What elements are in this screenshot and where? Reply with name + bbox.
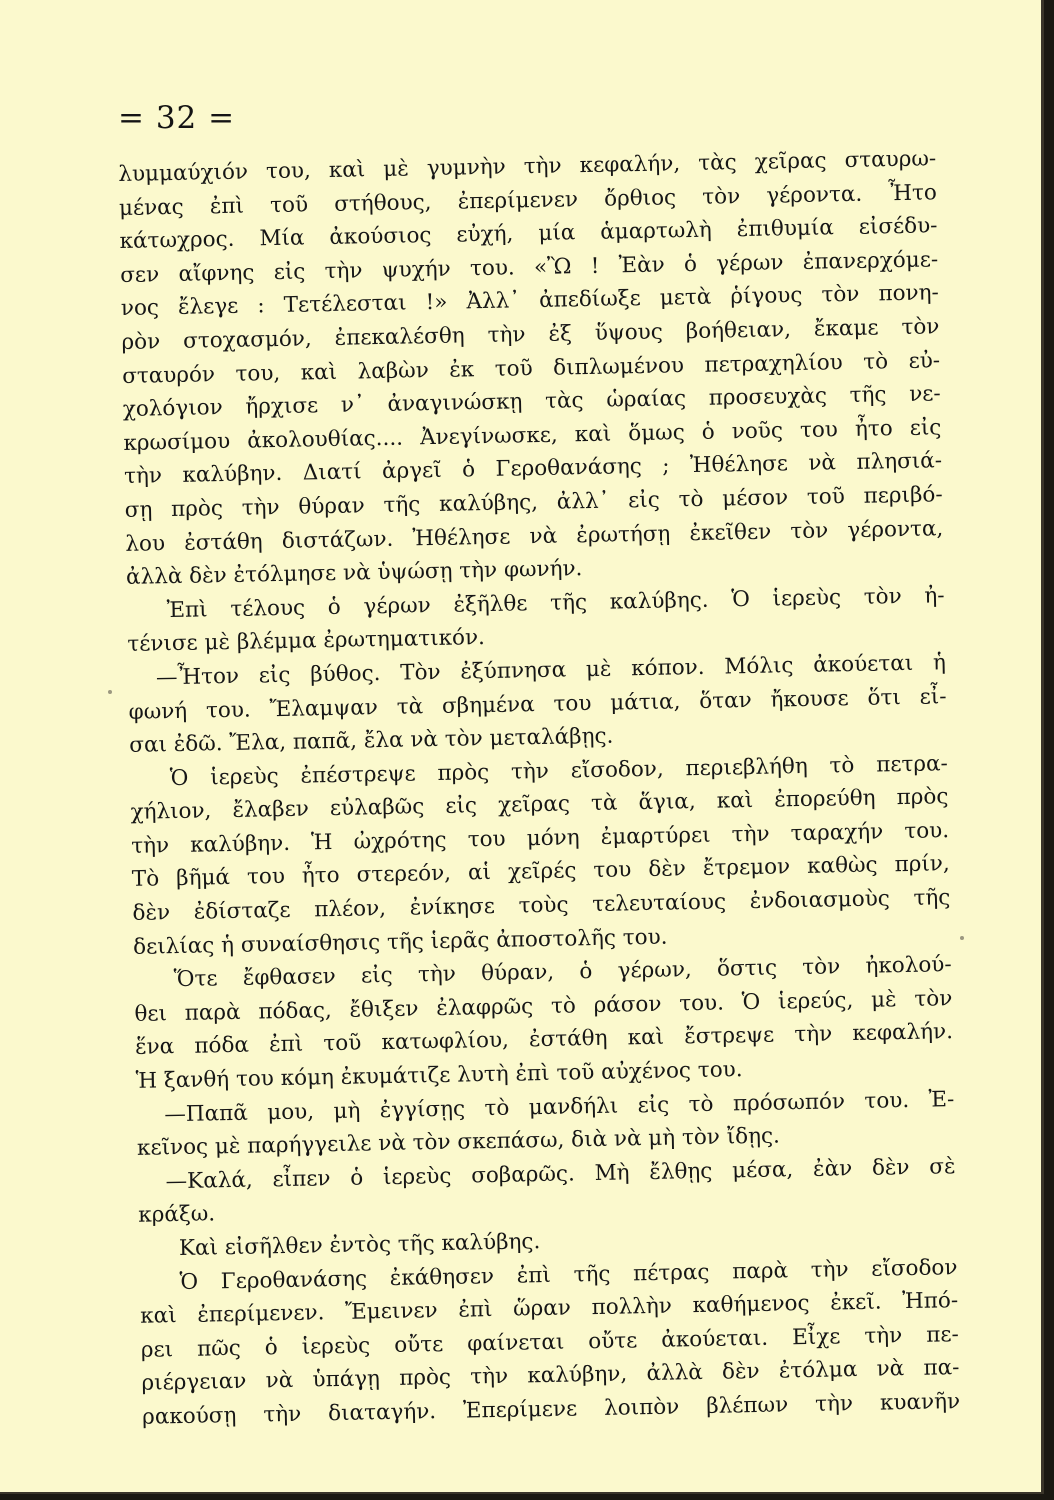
page-number: = 32 = (118, 100, 236, 136)
text-line: Ὅτε ἔφθασεν εἰς τὴν θύραν, ὁ γέρων, ὅστις τὸν ἠκολού- (173, 952, 952, 993)
text-line: Ἡ ξανθή του κόμη ἐκυμάτιζε λυτὴ ἐπὶ τοῦ αὐχένος του. (135, 1057, 743, 1094)
text-line: τένισε μὲ βλέμμα ἐρωτηματικόν. (127, 625, 486, 658)
text-line: Ἐπὶ τέλους ὁ γέρων ἐξῆλθε τῆς καλύβης. Ὁ ἱερεὺς τὸν ἠ- (166, 582, 945, 623)
text-line: Τὸ βῆμά του ἦτο στερεόν, αἱ χεῖρές του δὲν ἔτρεμον καθὼς πρίν, (131, 851, 950, 893)
text-line: σαι ἐδῶ. Ἔλα, παπᾶ, ἔλα νὰ τὸν μεταλάβῃς. (129, 723, 614, 758)
paper-speck (108, 690, 112, 694)
text-line: ἕνα πόδα ἐπὶ τοῦ κατωφλίου, ἐστάθη καὶ ἔστρεψε τὴν κεφαλήν. (134, 1019, 954, 1061)
text-line: Ὁ ἱερεὺς ἐπέστρεψε πρὸς τὴν εἴσοδον, περιεβλήθη τὸ πετρα- (169, 750, 949, 791)
text-line: —Παπᾶ μου, μὴ ἐγγίσῃς τὸ μανδήλι εἰς τὸ πρόσωπόν του. Ἐ- (164, 1086, 955, 1127)
text-line: σεν αἴφνης εἰς τὴν ψυχήν του. «Ὢ ! Ἐὰν ὁ γέρων ἐπανερχόμε- (120, 247, 939, 288)
paper-speck (960, 936, 964, 940)
text-line: ρὸν στοχασμόν, ἐπεκαλέσθη τὴν ἐξ ὕψους βοήθειαν, ἔκαμε τὸν (121, 314, 940, 355)
text-line: Ὁ Γεροθανάσης ἐκάθησεν ἐπὶ τῆς πέτρας παρὰ τὴν εἴσοδον (179, 1254, 958, 1295)
text-line: χολόγιον ἤρχισε ν᾿ ἀναγινώσκῃ τὰς ὡραίας προσευχὰς τῆς νε- (122, 381, 941, 423)
text-line: φωνή του. Ἔλαμψαν τὰ σβημένα του μάτια, ὅταν ἤκουσε ὅτι εἶ- (128, 683, 947, 725)
body-text (118, 142, 960, 1434)
text-line: ἀλλὰ δὲν ἐτόλμησε νὰ ὑψώσῃ τὴν φωνήν. (125, 556, 583, 591)
text-line: νος ἔλεγε : Τετέλεσται !» Ἀλλ᾿ ἀπεδίωξε μετὰ ῥίγους τὸν πονη- (120, 280, 939, 322)
text-line: τὴν καλύβην. Διατί ἀργεῖ ὁ Γεροθανάσης ; Ἠθέλησε νὰ πλησιά- (123, 448, 943, 490)
text-line: χήλιον, ἔλαβεν εὐλαβῶς εἰς χεῖρας τὰ ἅγια, καὶ ἐπορεύθη πρὸς (130, 784, 949, 826)
text-line: Καὶ εἰσῆλθεν ἐντὸς τῆς καλύβης. (178, 1229, 541, 1262)
text-line: —Καλά, εἶπεν ὁ ἱερεὺς σοβαρῶς. Μὴ ἔλθῃς μέσα, ἐὰν δὲν σὲ (165, 1153, 956, 1195)
text-line: κράξω. (138, 1201, 216, 1229)
text-line: κεῖνος μὲ παρήγγειλε νὰ τὸν σκεπάσω, διὰ νὰ μὴ τὸν ἴδῃς. (136, 1123, 781, 1162)
text-line: καὶ ἐπερίμενεν. Ἔμεινεν ἐπὶ ὥραν πολλὴν καθήμενος ἐκεῖ. Ἠπό- (140, 1288, 959, 1329)
text-line: ρακούσῃ τὴν διαταγήν. Ἐπερίμενε λοιπὸν βλέπων τὴν κυανῆν (141, 1389, 961, 1430)
text-line: μένας ἐπὶ τοῦ στήθους, ἐπερίμενεν ὄρθιος τὸν γέροντα. Ἦτο (118, 179, 938, 221)
text-line: δὲν ἐδίσταζε πλέον, ἐνίκησε τοὺς τελευταίους ἐνδοιασμοὺς τῆς (132, 885, 951, 926)
text-line: δειλίας ἡ συναίσθησις τῆς ἱερᾶς ἀποστολῆς του. (132, 924, 668, 960)
text-line: ρει πῶς ὁ ἱερεὺς οὔτε φαίνεται οὔτε ἀκούεται. Εἶχε τὴν πε- (140, 1321, 959, 1363)
text-line: σῃ πρὸς τὴν θύραν τῆς καλύβης, ἀλλ᾿ εἰς τὸ μέσον τοῦ περιβό- (124, 482, 943, 523)
text-line: τὴν καλύβην. Ἡ ὠχρότης του μόνη ἐμαρτύρει τὴν ταραχήν του. (130, 818, 950, 859)
text-line: σταυρόν του, καὶ λαβὼν ἐκ τοῦ διπλωμένου πετραχηλίου τὸ εὐ- (121, 347, 941, 389)
text-line: κάτωχρος. Μία ἀκούσιος εὐχή, μία ἁμαρτωλὴ ἐπιθυμία εἰσέδυ- (119, 213, 938, 255)
text-line: λυμμαύχιόν του, καὶ μὲ γυμνὴν τὴν κεφαλήν, τὰς χεῖρας σταυρω- (118, 146, 937, 187)
text-line: —Ἦτον εἰς βύθος. Τὸν ἐξύπνησα μὲ κόπον. Μόλις ἀκούεται ἡ (155, 650, 947, 691)
text-line: κρωσίμου ἀκολουθίας.... Ἀνεγίνωσκε, καὶ ὅμως ὁ νοῦς του ἦτο εἰς (123, 414, 942, 456)
text-line: ριέργειαν νὰ ὑπάγῃ πρὸς τὴν καλύβην, ἀλλὰ δὲν ἐτόλμα νὰ πα- (141, 1355, 960, 1397)
text-line: θει παρὰ πόδας, ἔθιξεν ἐλαφρῶς τὸ ράσον του. Ὁ ἱερεύς, μὲ τὸν (134, 985, 953, 1027)
text-line: λου ἐστάθη διστάζων. Ἠθέλησε νὰ ἐρωτήσῃ ἐκεῖθεν τὸν γέροντα, (125, 515, 944, 557)
